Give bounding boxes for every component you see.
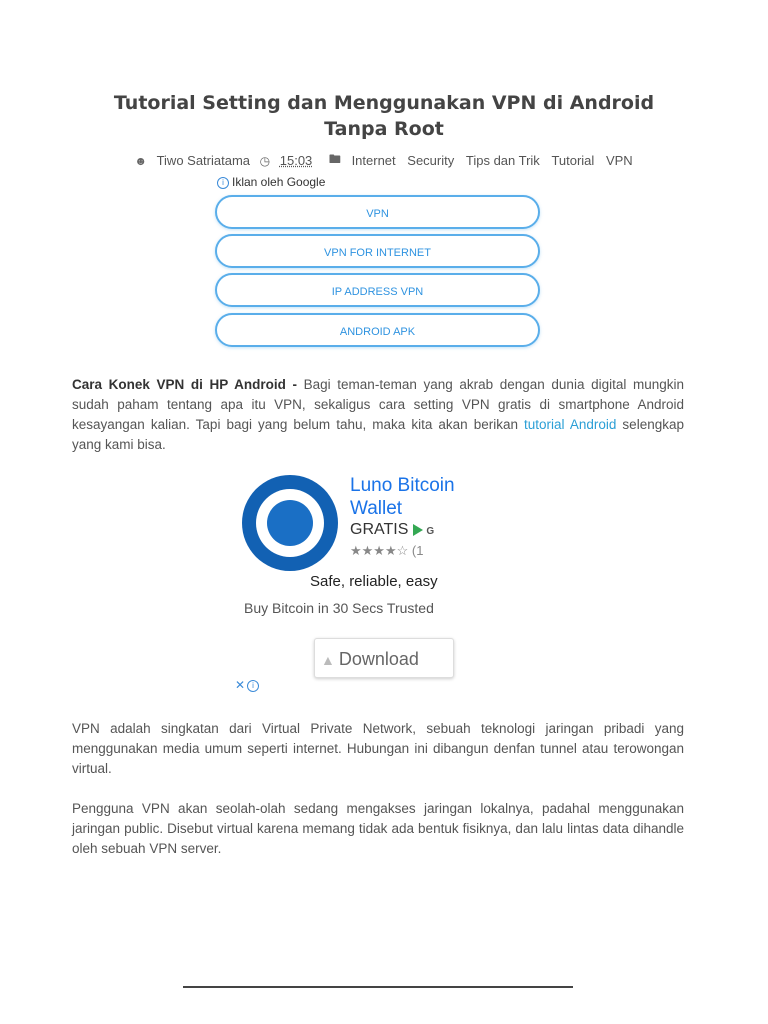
user-icon: ☻ xyxy=(134,153,147,168)
ad-info-icon[interactable]: i xyxy=(247,680,259,692)
category-security[interactable]: Security xyxy=(407,153,455,168)
download-label: Download xyxy=(338,649,419,669)
ad-link-vpn[interactable]: VPN xyxy=(215,195,540,229)
ad-label[interactable] xyxy=(217,175,325,189)
store-hint: G xyxy=(426,526,435,537)
clock-icon: ◷ xyxy=(259,153,271,168)
ad-controls xyxy=(235,678,259,692)
post-time[interactable]: 15:03 xyxy=(279,153,313,168)
paragraph-vpn-definition: VPN adalah singkatan dari Virtual Private Network, sebuah teknologi jaringan pribadi yang menggunakan media umum seperti internet. Hubungan ini dibangun denfan tunnel atau terowongan virtual. xyxy=(72,721,684,776)
app-tagline: Safe, reliable, easy xyxy=(310,573,438,590)
post-meta xyxy=(0,150,768,171)
ad-link-vpn-for-internet[interactable]: VPN FOR INTERNET xyxy=(215,234,540,268)
google-play-icon xyxy=(413,524,423,536)
download-button[interactable] xyxy=(314,638,454,678)
app-install-ad[interactable] xyxy=(240,470,455,695)
divider xyxy=(183,986,573,988)
category-tutorial[interactable]: Tutorial xyxy=(551,153,595,168)
info-icon[interactable]: i xyxy=(217,177,229,189)
category-internet[interactable]: Internet xyxy=(351,153,396,168)
folder-icon: 🖿 xyxy=(328,152,341,166)
page-title: Tutorial Setting dan Menggunakan VPN di Android Tanpa Root xyxy=(113,92,655,140)
intro-bold: Cara Konek VPN di HP Android - xyxy=(72,377,298,392)
luno-logo-icon[interactable] xyxy=(242,475,338,571)
app-rating: ★★★★☆ (1 xyxy=(350,543,424,558)
app-price xyxy=(350,521,434,539)
ad-label-text: Iklan oleh Google xyxy=(232,175,326,189)
ad-link-android-apk[interactable]: ANDROID APK xyxy=(215,313,540,347)
logo-core xyxy=(267,500,313,546)
author-link[interactable]: Tiwo Satriatama xyxy=(156,153,251,168)
close-icon[interactable]: ✕ xyxy=(235,678,246,692)
download-icon: ▲ xyxy=(321,652,335,668)
intro-text: Bagi teman-teman yang akrab dengan dunia digital mungkin sudah paham tentang apa itu VPN, sekaligus cara setting VPN gratis di smartphone Android kesayangan kalian. Tapi bagi yang belum tahu, maka kita akan berikan xyxy=(72,377,684,432)
intro-text-end: selengkap yang kami bisa. xyxy=(72,417,684,452)
app-name-line1: Luno Bitcoin xyxy=(350,475,455,496)
app-price-text: GRATIS xyxy=(350,521,409,538)
app-description: Buy Bitcoin in 30 Secs Trusted xyxy=(244,600,434,616)
paragraph-vpn-usage: Pengguna VPN akan seolah-olah sedang mengakses jaringan lokalnya, padahal menggunakan jaringan public. Disebut virtual karena memang tidak ada bentuk fisiknya, dan lalu lintas data dihandle oleh sebuah VPN server. xyxy=(72,801,684,856)
ad-link-ip-address-vpn[interactable]: IP ADDRESS VPN xyxy=(215,273,540,307)
app-name[interactable] xyxy=(350,474,455,520)
intro-paragraph xyxy=(72,375,684,455)
category-tips-dan-trik[interactable]: Tips dan Trik xyxy=(465,153,540,168)
tutorial-android-link[interactable]: tutorial Android xyxy=(524,417,617,432)
app-name-line2: Wallet xyxy=(350,498,403,519)
category-vpn[interactable]: VPN xyxy=(605,153,633,168)
